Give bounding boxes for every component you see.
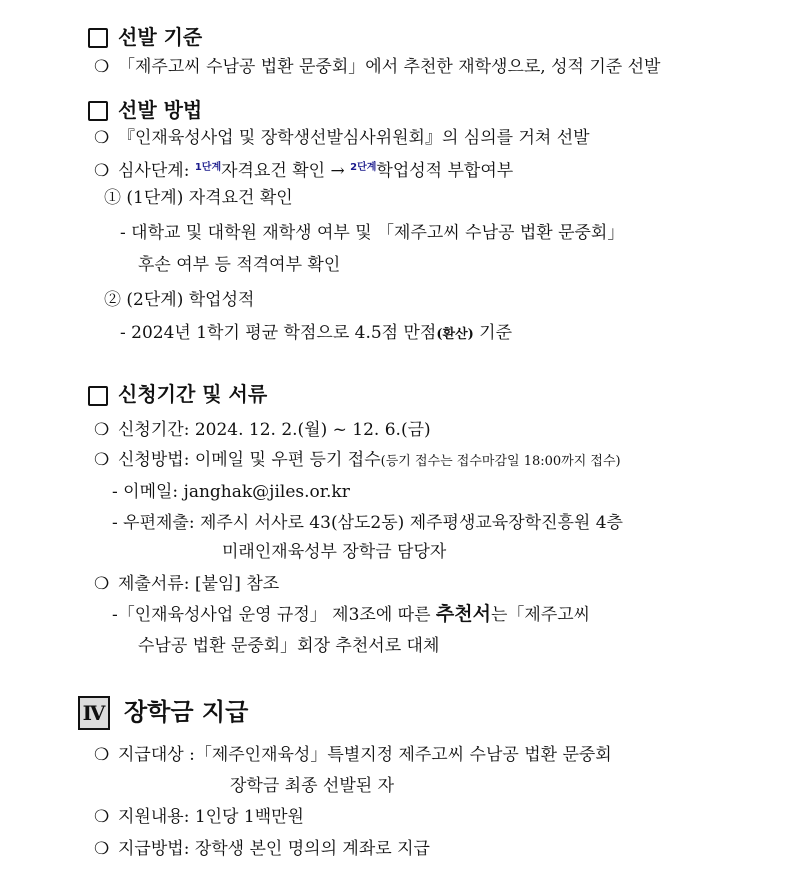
criteria-text: 「제주고씨 수남공 법환 문중회」에서 추천한 재학생으로, 성적 기준 선발: [118, 57, 661, 77]
bullet-icon: ❍: [94, 574, 110, 594]
method-line-2: [94, 157, 513, 182]
stage1-text: 자격요건 확인 →: [221, 161, 351, 181]
step1-line-1: - 대학교 및 대학원 재학생 여부 및 「제주고씨 수남공 법환 문중회」: [120, 223, 625, 243]
section-title-selection-criteria: 선발 기준: [118, 25, 203, 49]
documents-detail-1: [112, 603, 590, 626]
payment-target-2: 장학금 최종 선발된 자: [230, 776, 395, 796]
bullet-icon: ❍: [94, 807, 110, 827]
review-stage-label: 심사단계:: [118, 161, 195, 181]
conversion-note: (환산): [436, 327, 474, 342]
payment-method-text: 지급방법: 장학생 본인 명의의 계좌로 지급: [118, 839, 430, 859]
stage2-text: 학업성적 부합여부: [376, 161, 514, 181]
step1-line-2: 후손 여부 등 적격여부 확인: [138, 255, 341, 275]
payment-method: [94, 838, 430, 860]
application-period-text: 신청기간: 2024. 12. 2.(월) ~ 12. 6.(금): [118, 420, 431, 440]
gpa-criterion-suffix: 기준: [473, 323, 513, 343]
bullet-icon: ❍: [94, 745, 110, 765]
documents-detail-2: 수남공 법환 문중회」회장 추천서로 대체: [138, 636, 440, 656]
section-title-payment: 장학금 지급: [124, 698, 249, 726]
method-line-1: [94, 127, 590, 149]
bullet-icon: ❍: [94, 57, 110, 77]
post-line-2: 미래인재육성부 장학금 담당자: [222, 542, 447, 562]
section-checkbox-selection-criteria: [88, 28, 108, 48]
documents-text: 제출서류: [붙임] 참조: [118, 574, 280, 594]
bullet-icon: ❍: [94, 450, 110, 470]
email-line: - 이메일: janghak@jiles.or.kr: [112, 482, 350, 502]
stage2-badge: 2단계: [350, 162, 377, 173]
section-title-application: 신청기간 및 서류: [118, 382, 268, 406]
bullet-icon: ❍: [94, 420, 110, 440]
step2-title: ② (2단계) 학업성적: [104, 290, 255, 310]
section-title-selection-method: 선발 방법: [118, 98, 203, 122]
regulation-suffix: 는「제주고씨: [490, 605, 591, 625]
regulation-text: -「인재육성사업 운영 규정」 제3조에 따른: [112, 605, 436, 625]
application-method-text: 신청방법: 이메일 및 우편 등기 접수: [118, 450, 381, 470]
stage1-badge: 1단계: [194, 162, 222, 173]
step1-title: ① (1단계) 자격요건 확인: [104, 188, 293, 208]
payment-target-text: 지급대상 :「제주인재육성」특별지정 제주고씨 수남공 법환 문중회: [118, 745, 612, 765]
payment-target-1: [94, 744, 612, 766]
bullet-icon: ❍: [94, 161, 110, 181]
payment-amount: [94, 806, 304, 828]
method-text-1: 『인재육성사업 및 장학생선발심사위원회』의 심의를 거쳐 선발: [118, 128, 590, 148]
step2-line-1: [120, 322, 512, 346]
registered-mail-note: (등기 접수는 접수마감일 18:00까지 접수): [380, 454, 621, 469]
application-period: [94, 419, 431, 441]
section-number-iv: Ⅳ: [78, 696, 110, 730]
bullet-icon: ❍: [94, 839, 110, 859]
bullet-icon: ❍: [94, 128, 110, 148]
section-checkbox-selection-method: [88, 101, 108, 121]
section-checkbox-application: [88, 386, 108, 406]
documents-line: [94, 573, 279, 595]
gpa-criterion-text: - 2024년 1학기 평균 학점으로 4.5점 만점: [120, 323, 437, 343]
post-line-1: - 우편제출: 제주시 서사로 43(삼도2동) 제주평생교육장학진흥원 4층: [112, 513, 623, 533]
recommendation-letter: 추천서: [435, 603, 491, 625]
application-method: [94, 449, 621, 473]
payment-amount-text: 지원내용: 1인당 1백만원: [118, 807, 304, 827]
criteria-line: [94, 56, 660, 78]
